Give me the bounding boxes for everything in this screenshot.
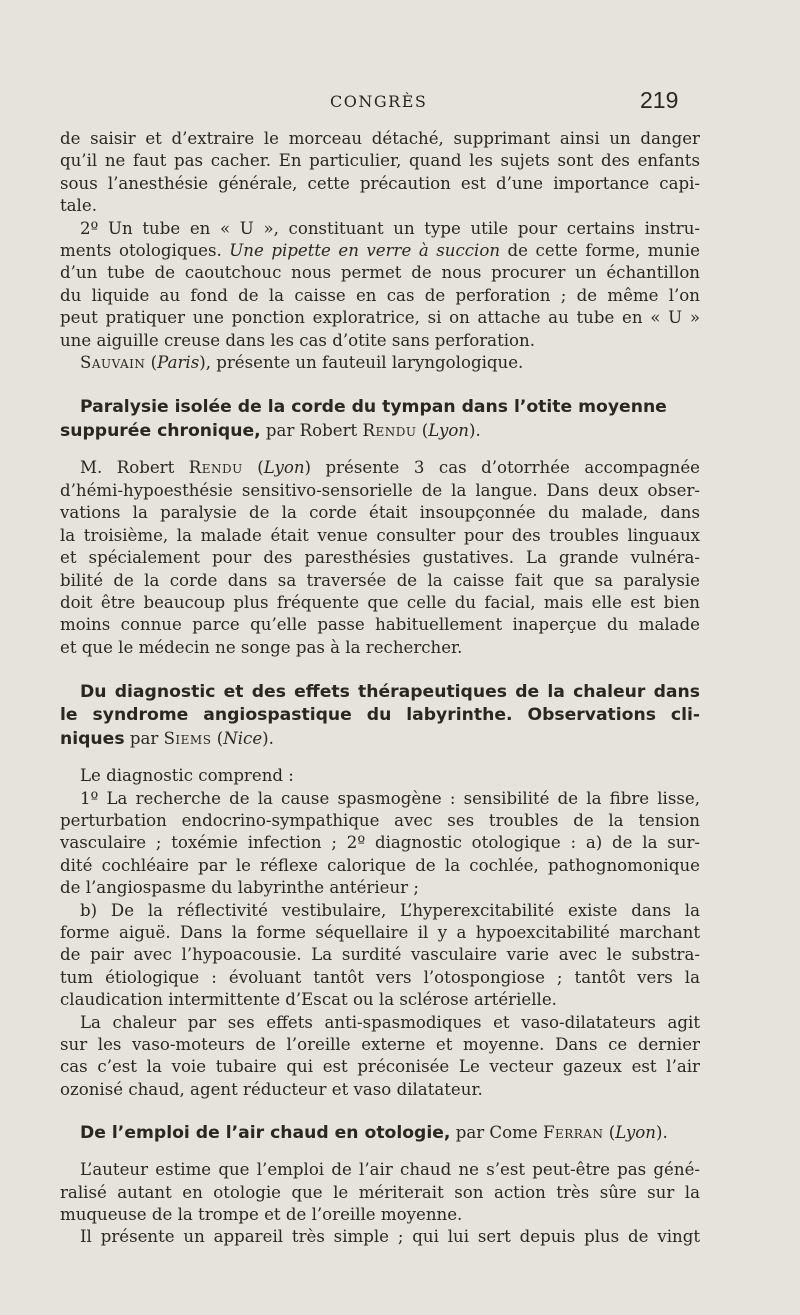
text-line: b) De la réflectivité vestibulaire, L’hyperexcitabilité existe dans la: [80, 900, 700, 920]
section-title: De l’emploi de l’air chaud en otologie, par Come Ferran (Lyon).: [80, 1123, 668, 1144]
text-line: sur les vaso-moteurs de l’oreille externe et moyenne. Dans ce dernier: [60, 1035, 700, 1054]
author-name: Ferran: [542, 1123, 604, 1143]
text-line: dité cochléaire par le réflexe calorique de la cochlée, pathognomonique: [60, 855, 700, 875]
text-line: d’un tube de caoutchouc nous permet de nous procurer un échantillon: [60, 263, 700, 283]
text-line: et que le médecin ne songe pas à la rechercher.: [60, 637, 463, 657]
text-line: Il présente un appareil très simple ; qui lui sert depuis plus de vingt: [80, 1227, 700, 1247]
text-line: et spécialement pour des paresthésies gustatives. La grande vulnéra-: [60, 548, 700, 568]
text-line: une aiguille creuse dans les cas d’otite sans perforation.: [60, 330, 535, 350]
text-line: bilité de la corde dans sa traversée de la caisse fait que sa paralysie: [60, 570, 700, 590]
section-title: Paralysie isolée de la corde du tympan dans l’otite moyenne: [80, 397, 667, 418]
text-line: qu’il ne faut pas cacher. En particulier, quand les sujets sont des enfants: [60, 151, 700, 171]
text-line: claudication intermittente d’Escat ou la sclérose artérielle.: [60, 990, 557, 1010]
text-line: vasculaire ; toxémie infection ; 2º diagnostic otologique : a) de la sur-: [60, 833, 700, 853]
text-line: du liquide au fond de la caisse en cas de perforation ; de même l’on: [60, 285, 700, 305]
text-line: cas c’est la voie tubaire qui est préconisée Le vecteur gazeux est l’air: [60, 1057, 700, 1077]
text-line: forme aiguë. Dans la forme séquellaire il y a hypoexcitabilité marchant: [60, 922, 700, 942]
text-line: tale.: [60, 196, 97, 216]
text-line: de l’angiospasme du labyrinthe antérieur ;: [60, 878, 419, 898]
section-title: niques par Siems (Nice).: [60, 729, 274, 750]
text-line: moins connue parce qu’elle passe habituellement inaperçue du malade: [60, 615, 700, 635]
text-line: tum étiologique : évoluant tantôt vers l’otospongiose ; tantôt vers la: [60, 967, 700, 987]
section-title: le syndrome angiospastique du labyrinthe. Observations cli-: [60, 705, 700, 726]
text-line: d’hémi-hypoesthésie sensitivo-sensorielle de la langue. Dans deux obser-: [60, 480, 700, 500]
author-name: Sauvain: [80, 353, 146, 373]
text-line: sous l’anesthésie générale, cette précaution est d’une importance capi-: [60, 173, 700, 193]
text-line: 2º Un tube en « U », constituant un type utile pour certains instru-: [80, 218, 700, 238]
running-head: CONGRÈS: [330, 92, 428, 111]
text-line: Sauvain (Paris), présente un fauteuil laryngologique.: [80, 353, 524, 373]
author-name: Rendu: [362, 421, 417, 441]
text-line: muqueuse de la trompe et de l’oreille moyenne.: [60, 1205, 463, 1225]
text-line: M. Robert Rendu (Lyon) présente 3 cas d’otorrhée accompagnée: [80, 458, 701, 478]
text-line: peut pratiquer une ponction exploratrice, si on attache au tube en « U »: [60, 308, 700, 328]
text-line: doit être beaucoup plus fréquente que celle du facial, mais elle est bien: [60, 592, 700, 612]
text-line: vations la paralysie de la corde était insoupçonnée du malade, dans: [60, 503, 700, 523]
text-line: Le diagnostic comprend :: [80, 766, 294, 786]
text-line: 1º La recherche de la cause spasmogène : sensibilité de la fibre lisse,: [80, 788, 700, 808]
text-line: ments otologiques. Une pipette en verre à succion de cette forme, munie: [60, 241, 700, 261]
author-name: Rendu: [188, 458, 243, 478]
text-line: ralisé autant en otologie que le mériterait son action très sûre sur la: [60, 1182, 700, 1202]
section-title: suppurée chronique, par Robert Rendu (Lyon).: [60, 421, 481, 442]
text-line: la troisième, la malade était venue consulter pour des troubles linguaux: [60, 525, 700, 545]
text-line: La chaleur par ses effets anti-spasmodiques et vaso-dilatateurs agit: [80, 1012, 700, 1032]
text-line: de saisir et d’extraire le morceau détaché, supprimant ainsi un danger: [60, 129, 700, 148]
page-header: [0, 87, 800, 122]
text-line: L’auteur estime que l’emploi de l’air chaud ne s’est peut-être pas géné-: [80, 1160, 700, 1180]
text-line: ozonisé chaud, agent réducteur et vaso dilatateur.: [60, 1079, 483, 1099]
text-line: de pair avec l’hypoacousie. La surdité vasculaire varie avec le substra-: [60, 945, 700, 965]
page-number: 219: [640, 87, 679, 113]
author-name: Siems: [163, 729, 212, 749]
section-title: Du diagnostic et des effets thérapeutiques de la chaleur dans: [80, 682, 700, 703]
text-line: perturbation endocrino-sympathique avec ses troubles de la tension: [60, 810, 700, 830]
page-body: [60, 128, 700, 1249]
